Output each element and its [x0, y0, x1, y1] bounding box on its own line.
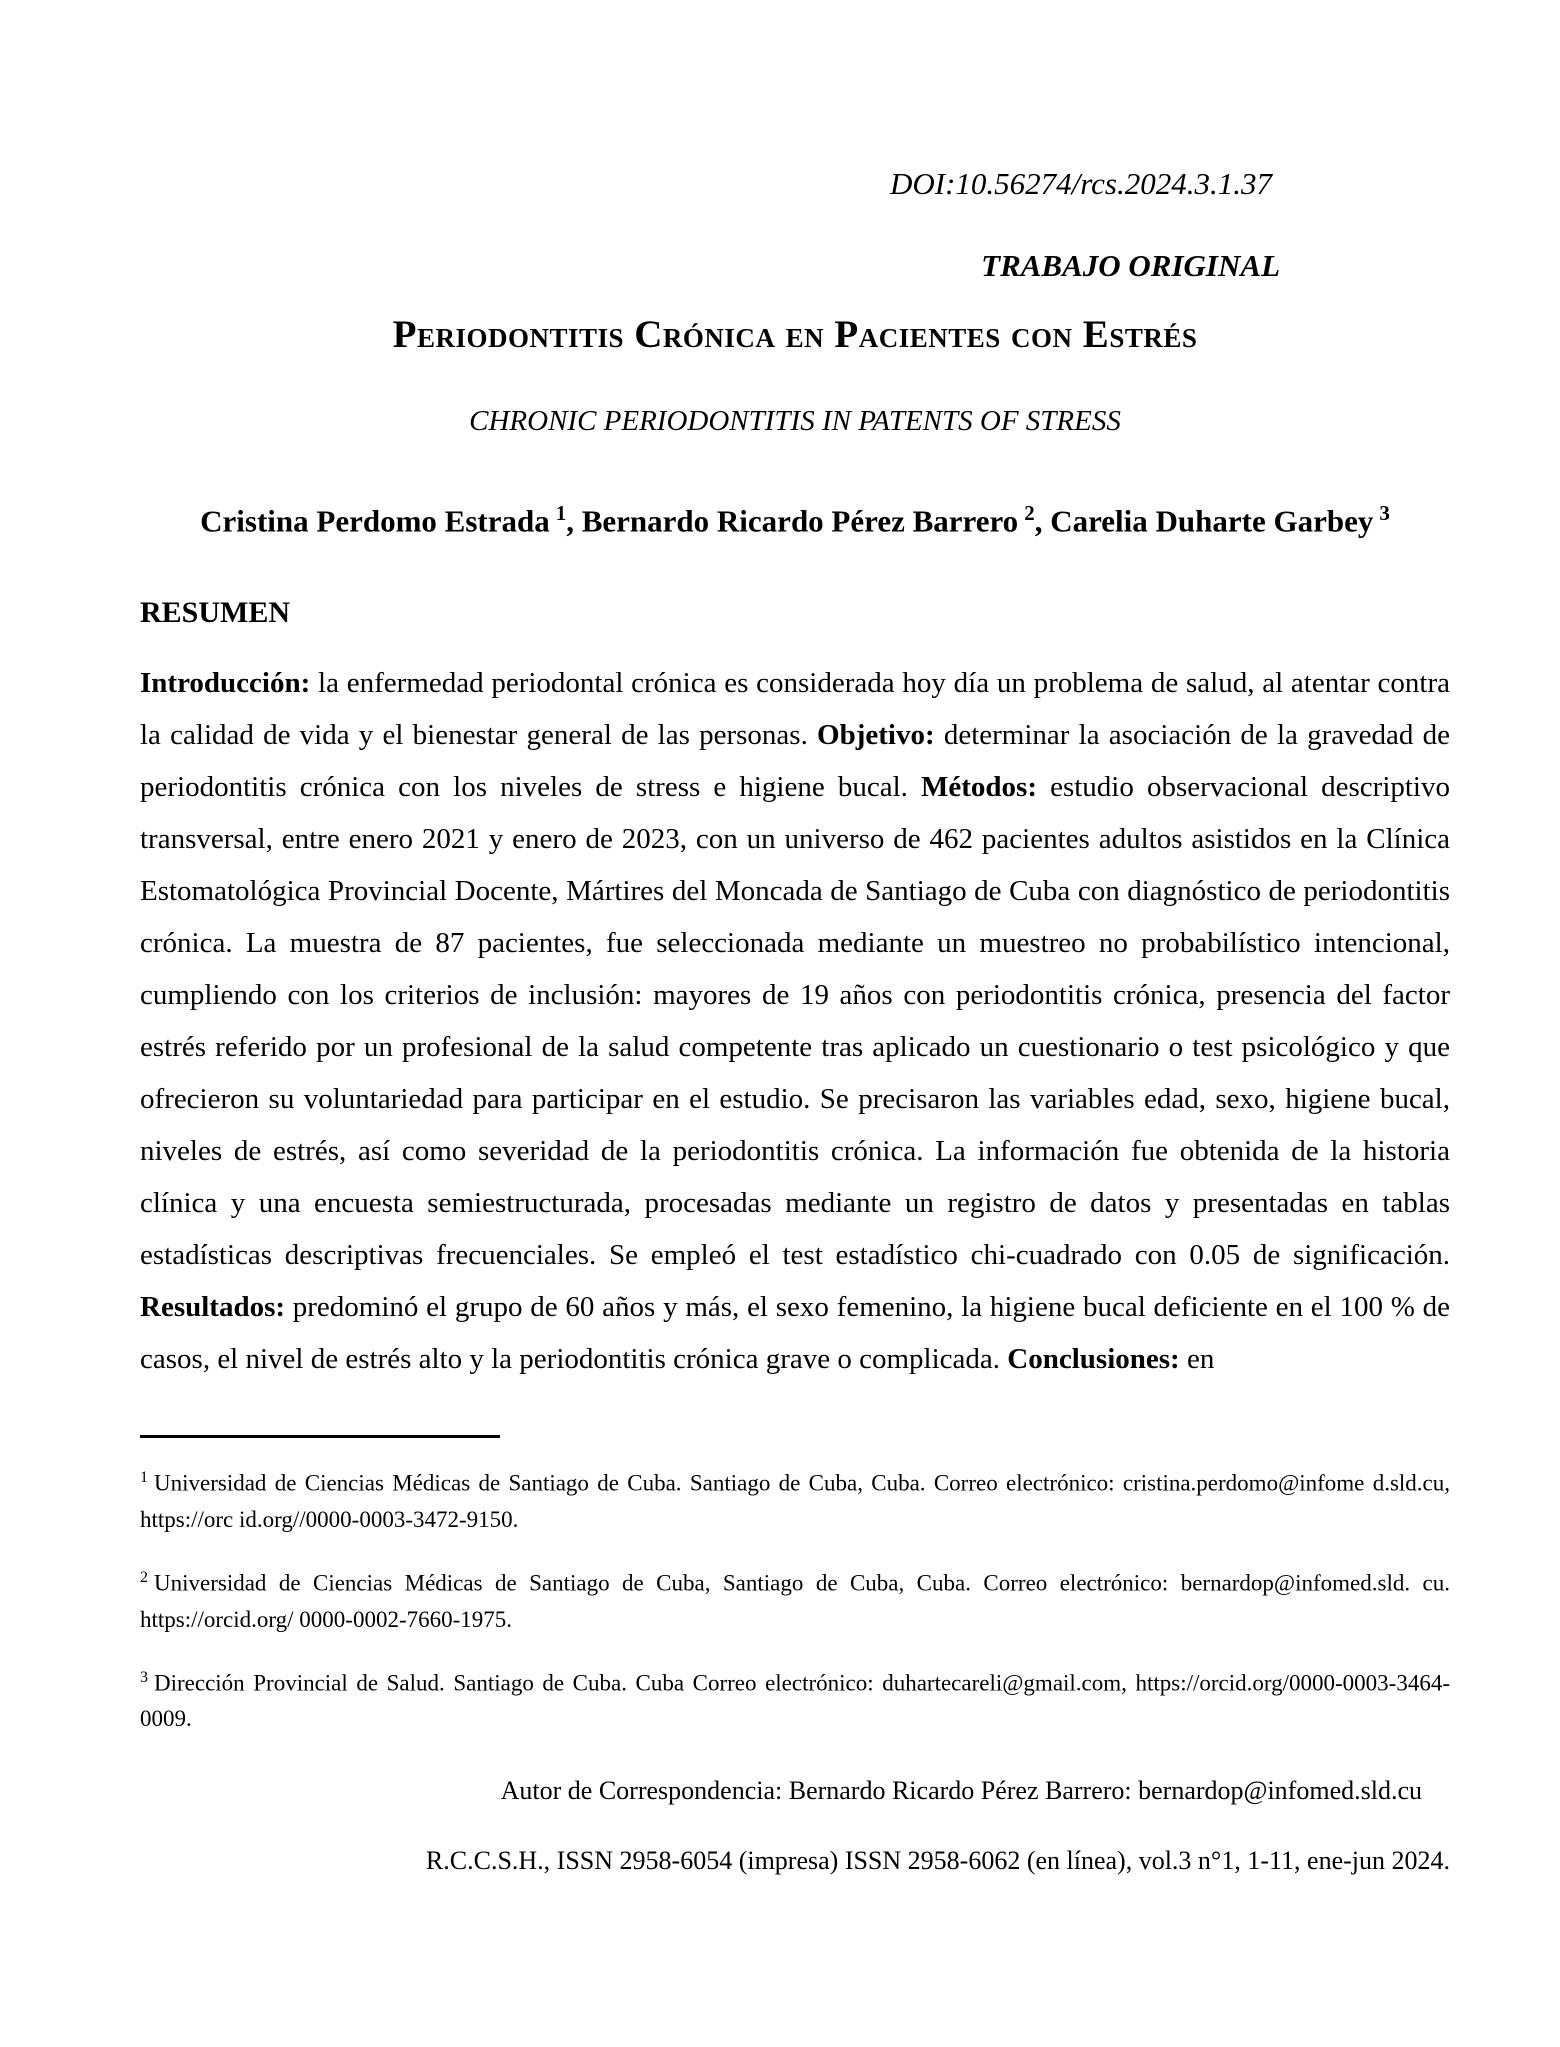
abstract-label-resultados: Resultados:	[140, 1291, 286, 1324]
author-1-name: Cristina Perdomo Estrada	[200, 503, 550, 539]
abstract-heading: RESUMEN	[140, 596, 291, 630]
abstract-label-conclusiones: Conclusiones:	[1007, 1343, 1180, 1376]
footnote-2	[140, 1560, 1450, 1638]
footnote-1-text: Universidad de Ciencias Médicas de Santiago de Cuba. Santiago de Cuba, Cuba. Correo electrónico: cristina.perdomo@infome d.sld.cu, https://orc id.org//0000-0003-3472-9150.	[140, 1470, 1450, 1532]
footnote-3-text: Dirección Provincial de Salud. Santiago de Cuba. Cuba Correo electrónico: duhartecareli@gmail.com, https://orcid.org/0000-0003-3464-0009.	[140, 1670, 1450, 1732]
footnote-2-marker: 2	[140, 1568, 148, 1586]
author-2-affiliation-ref: 2	[1024, 501, 1035, 525]
abstract-text-metodos: estudio observacional descriptivo transversal, entre enero 2021 y enero de 2023, con un universo de 462 pacientes adultos asistidos en la Clínica Estomatológica Provincial Docente, Mártires del Moncada de Santiago de Cuba con diagnóstico de periodontitis crónica. La muestra de 87 pacientes, fue seleccionada mediante un muestreo no probabilístico intencional, cumpliendo con los criterios de inclusión: mayores de 19 años con periodontitis crónica, presencia del factor estrés referido por un profesional de la salud competente tras aplicado un cuestionario o test psicológico y que ofrecieron su voluntariedad para participar en el estudio. Se precisaron las variables edad, sexo, higiene bucal, niveles de estrés, así como severidad de la periodontitis crónica. La información fue obtenida de la historia clínica y una encuesta semiestructurada, procesadas mediante un registro de datos y presentadas en tablas estadísticas descriptivas frecuenciales. Se empleó el test estadístico chi-cuadrado con 0.05 de significación.	[140, 771, 1450, 1272]
footnote-3	[140, 1660, 1450, 1738]
author-separator: ,	[1034, 503, 1051, 539]
abstract-label-introduccion: Introducción:	[140, 667, 311, 700]
abstract-label-objetivo: Objetivo:	[817, 719, 935, 752]
doi-line: DOI:10.56274/rcs.2024.3.1.37	[889, 166, 1272, 201]
footnote-1-marker: 1	[140, 1469, 148, 1487]
author-3-name: Carelia Duharte Garbey	[1050, 503, 1374, 539]
footnote-2-text: Universidad de Ciencias Médicas de Santiago de Cuba, Santiago de Cuba, Cuba. Correo electrónico: bernardop@infomed.sld. cu. https://orcid.org/ 0000-0002-7660-1975.	[140, 1570, 1450, 1632]
authors-line	[140, 491, 1450, 543]
abstract-text-introduccion: la enfermedad periodontal crónica es considerada hoy día un problema de salud, al atentar contra la calidad de vida y el bienestar general de las personas.	[140, 667, 1450, 752]
author-2-name: Bernardo Ricardo Pérez Barrero	[581, 503, 1019, 539]
footnote-1	[140, 1460, 1450, 1538]
author-1-affiliation-ref: 1	[555, 501, 567, 525]
abstract-paragraph	[140, 657, 1450, 1385]
footnote-3-marker: 3	[140, 1668, 148, 1686]
article-title: Periodontitis Crónica en Pacientes con Estrés	[392, 313, 1198, 356]
correspondence-line: Autor de Correspondencia: Bernardo Ricardo Pérez Barrero: bernardop@infomed.sld.cu	[500, 1776, 1422, 1806]
author-3-affiliation-ref: 3	[1379, 501, 1390, 525]
journal-issn-line: R.C.C.S.H., ISSN 2958-6054 (impresa) ISSN 2958-6062 (en línea), vol.3 n°1, 1-11, ene-jun 2024.	[425, 1846, 1450, 1876]
section-label: TRABAJO ORIGINAL	[981, 248, 1280, 283]
abstract-text-conclusiones: en	[1179, 1343, 1215, 1376]
author-separator: ,	[566, 503, 582, 539]
article-title-english: CHRONIC PERIODONTITIS IN PATENTS OF STRESS	[469, 405, 1121, 437]
abstract-text-objetivo: determinar la asociación de la gravedad de periodontitis crónica con los niveles de stress e higiene bucal.	[140, 719, 1450, 804]
abstract-label-metodos: Métodos:	[921, 771, 1037, 804]
footnote-separator	[140, 1435, 500, 1438]
abstract-text-resultados: predominó el grupo de 60 años y más, el sexo femenino, la higiene bucal deficiente en el 100 % de casos, el nivel de estrés alto y la periodontitis crónica grave o complicada.	[140, 1291, 1450, 1376]
